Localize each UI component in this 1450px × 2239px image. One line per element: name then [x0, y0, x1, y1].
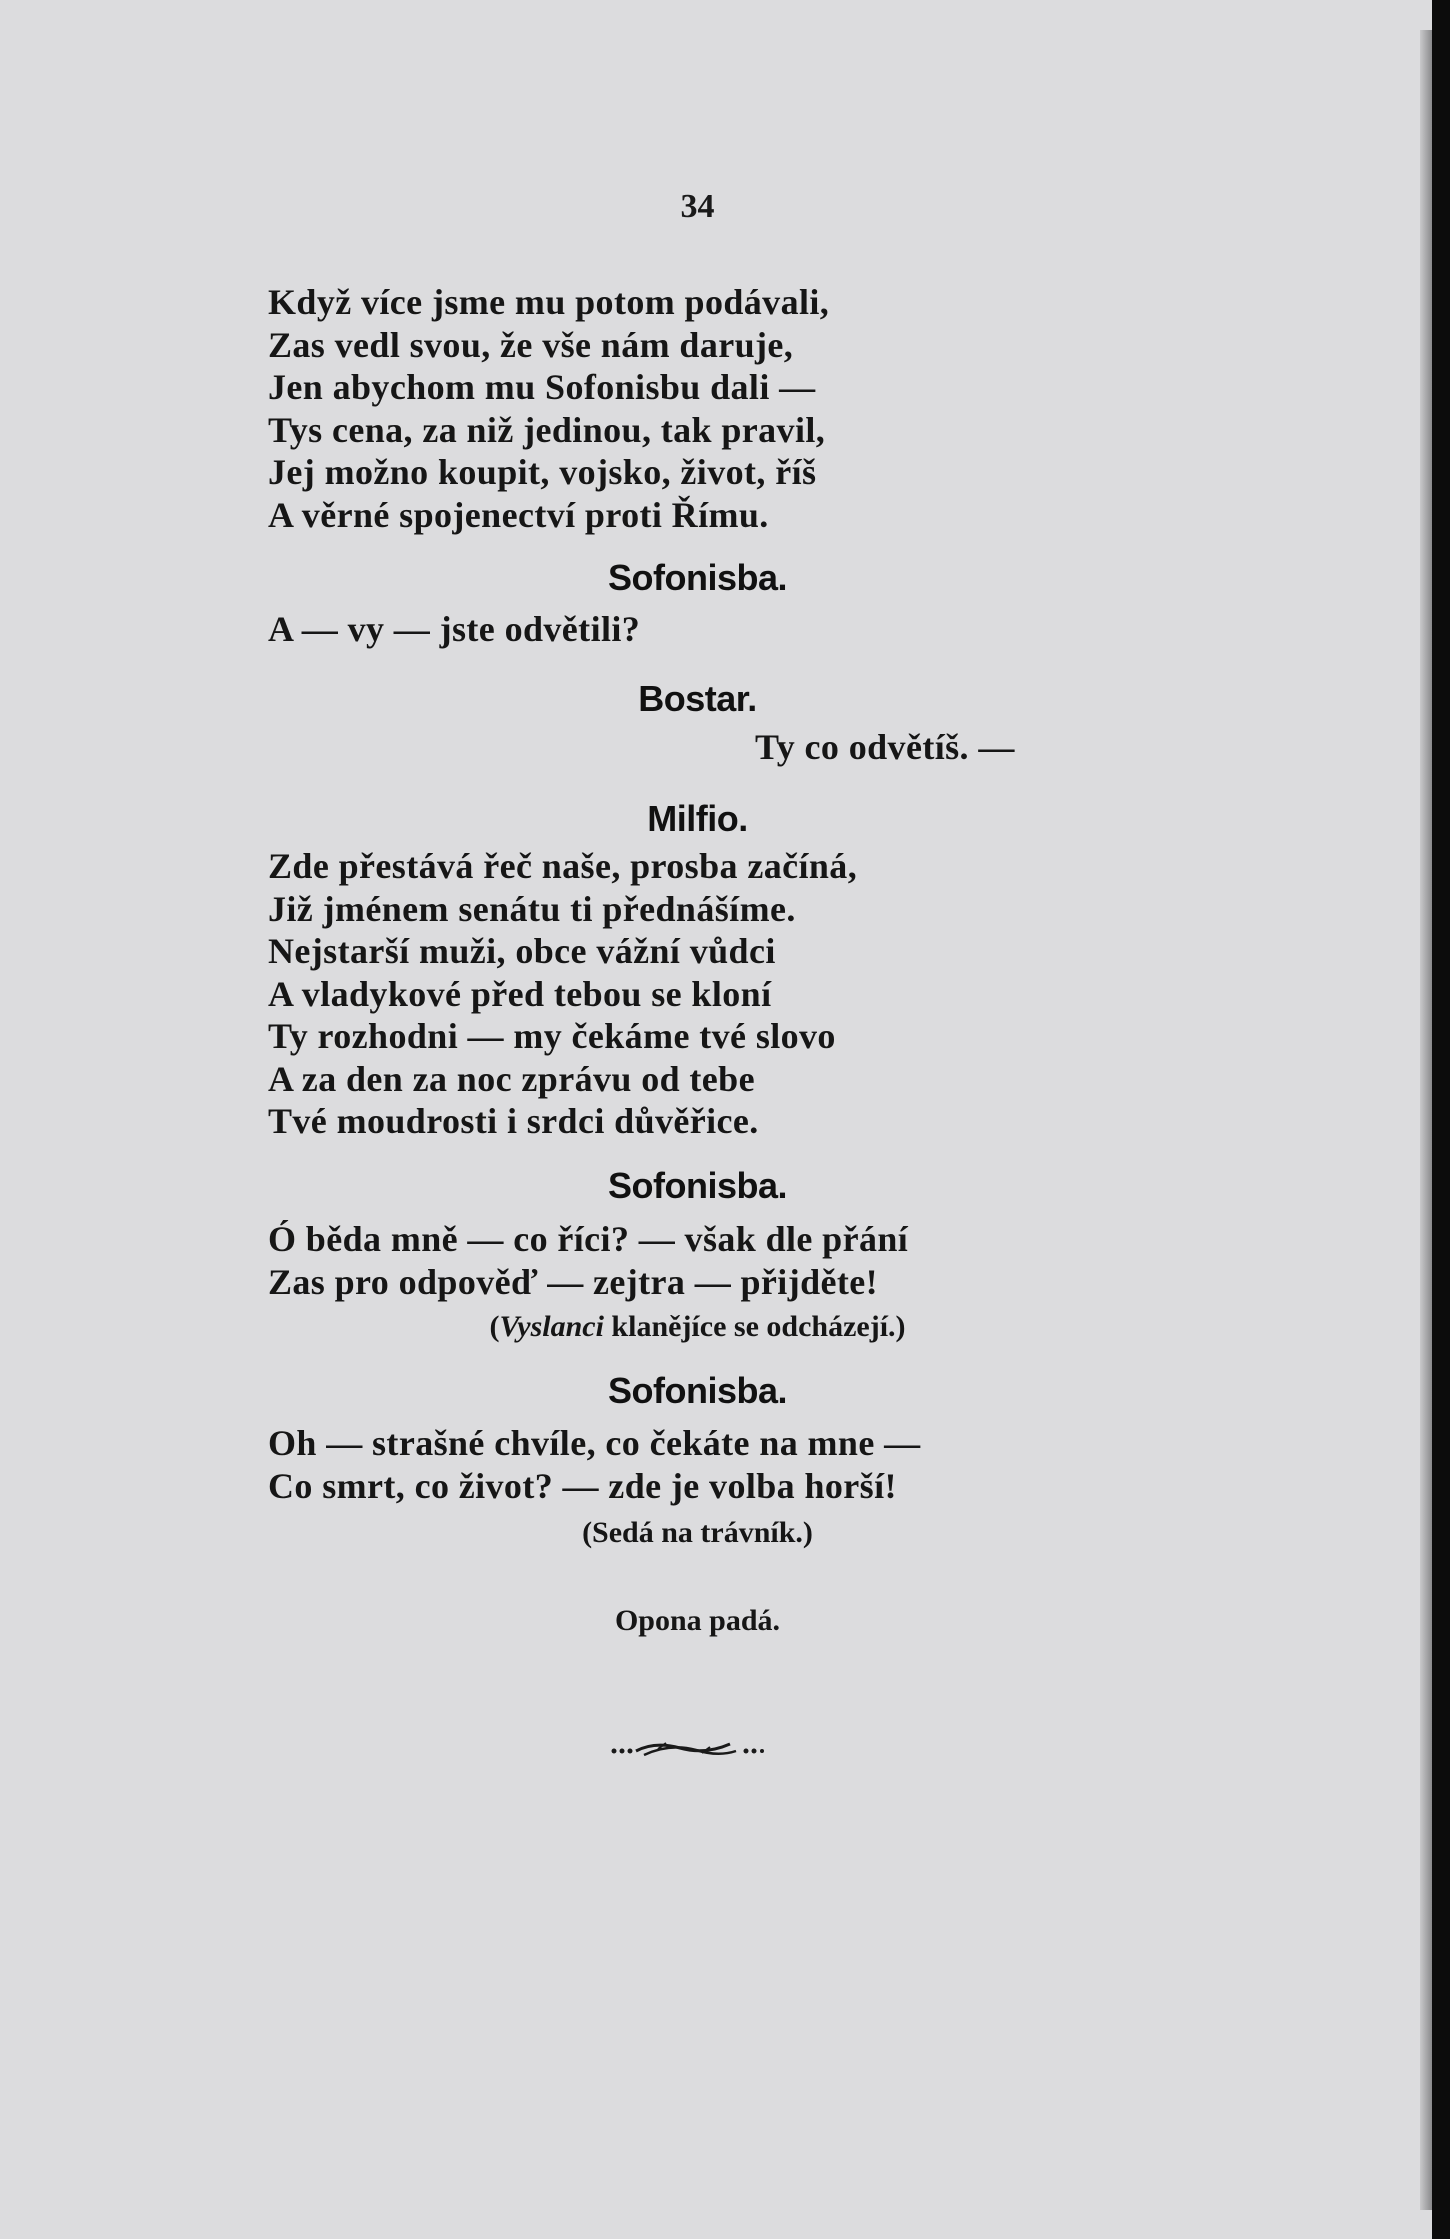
stage-direction: (Sedá na trávník.)	[582, 1516, 813, 1549]
speaker-name: Sofonisba.	[607, 1370, 787, 1411]
page-edge	[1420, 30, 1432, 2210]
stage-direction: (Vyslanci klanějíce se odcházejí.)	[489, 1310, 906, 1343]
verse-line: Nejstarší muži, obce vážní vůdci	[268, 931, 776, 971]
verse-line: Zas vedl svou, že vše nám daruje,	[268, 324, 794, 365]
verse-line: Tys cena, za niž jedinou, tak pravil,	[268, 409, 826, 450]
verse-line: Zas pro odpověď — zejtra — přijděte!	[268, 1261, 879, 1302]
verse-block-2	[268, 608, 1148, 651]
verse-line: Již jménem senátu ti přednášíme.	[268, 888, 796, 929]
verse-line: A vladykové před tebou se kloní	[268, 973, 772, 1014]
verse-line: A — vy — jste odvětili?	[268, 609, 641, 649]
verse-block-4	[268, 845, 1148, 1143]
verse-line: Ty co odvětíš. —	[755, 727, 1015, 767]
verse-line: Ó běda mně — co říci? — však dle přání	[268, 1219, 909, 1259]
verse-block-5	[268, 1218, 1148, 1303]
verse-line: Jej možno koupit, vojsko, život, říš	[268, 452, 817, 492]
verse-line: Oh — strašné chvíle, co čekáte na mne —	[268, 1423, 921, 1463]
decorative-flourish-icon	[610, 1735, 770, 1765]
verse-line: Co smrt, co život? — zde je volba horší!	[268, 1465, 897, 1506]
verse-block-1	[268, 281, 1148, 536]
speaker-name: Bostar.	[638, 678, 757, 719]
verse-line: Když více jsme mu potom podávali,	[268, 282, 830, 322]
verse-block-3	[755, 726, 1155, 769]
speaker-name: Sofonisba.	[607, 1165, 787, 1206]
verse-line: A za den za noc zprávu od tebe	[268, 1058, 755, 1099]
page-number: 34	[680, 188, 715, 225]
speaker-name: Milfio.	[647, 798, 748, 839]
stage-direction-text: klanějíce se odcházejí.	[611, 1310, 896, 1343]
curtain-direction: Opona padá.	[614, 1604, 781, 1637]
speaker-name: Sofonisba.	[607, 557, 787, 598]
verse-line: Jen abychom mu Sofonisbu dali —	[268, 367, 816, 407]
verse-line: Tvé moudrosti i srdci důvěřice.	[268, 1101, 759, 1141]
stage-direction-italic: Vyslanci	[499, 1310, 604, 1343]
verse-line: Ty rozhodni — my čekáme tvé slovo	[268, 1016, 836, 1056]
verse-line: Zde přestává řeč naše, prosba začíná,	[268, 846, 858, 886]
verse-line: A věrné spojenectví proti Římu.	[268, 494, 769, 535]
verse-block-6	[268, 1422, 1148, 1507]
